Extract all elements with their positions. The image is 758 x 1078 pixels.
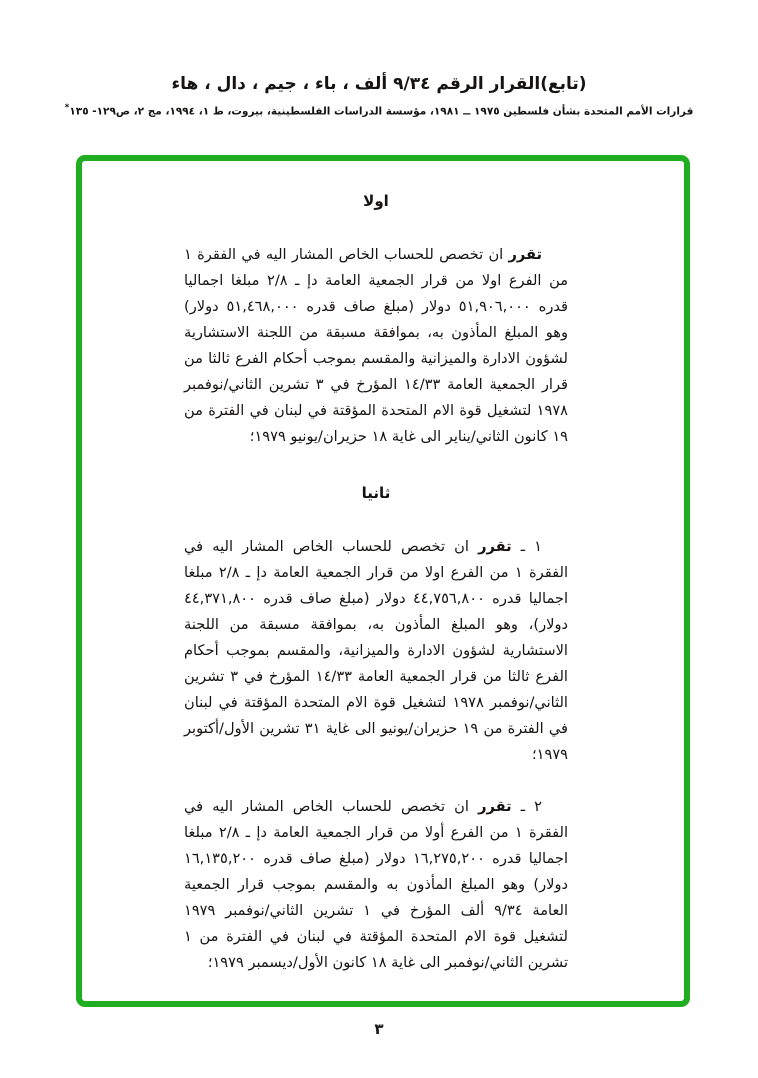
paragraph-lead-word: تقرر [478,798,512,815]
paragraph-lead-word: تقرر [478,538,512,555]
source-citation-text: قرارات الأمم المتحدة بشأن فلسطين ١٩٧٥ ــ ١٩٨١، مؤسسة الدراسات الفلسطينية، بيروت، ط ١، ١٩٩٤، مج ٢، ص١٢٩- ١٣٥ [69,105,694,118]
source-citation [0,100,758,120]
paragraph-number: ١ ـ [511,538,542,555]
paragraph-text: ان تخصص للحساب الخاص المشار اليه في الفقرة ١ من الفرع اولا من قرار الجمعية العامة دإ ـ ٢/٨ مبلغا اجماليا قدره ٤٤,٧٥٦,٨٠٠ دولار (مبلغ صاف قدره ٤٤,٣٧١,٨٠٠ دولار)، وهو المبلغ المأذون به، بموافقة مسبقة من اللجنة الاستشارية لشؤون الادارة والميزانية، والمقسم بموجب أحكام الفرع ثالثا من قرار الجمعية العامة ١٤/٣٣ المؤرخ في ٣ تشرين الثاني/نوفمبر ١٩٧٨ لتشغيل قوة الام المتحدة المؤقتة في لبنان في الفترة من ١٩ حزيران/يونيو الى غاية ٣١ تشرين الأول/أكتوبر ١٩٧٩؛ [184,538,569,763]
paragraph-second-section-item-1 [184,534,568,768]
resolution-title: (تابع)القرار الرقم ٩/٣٤ ألف ، باء ، جيم ، دال ، هاء [171,74,587,94]
section-heading-second: ثانيا [361,484,391,502]
paragraph-text: ان تخصص للحساب الخاص المشار اليه في الفقرة ١ من الفرع أولا من قرار الجمعية العامة دإ ـ ٢/٨ مبلغا اجماليا قدره ١٦,٢٧٥,٢٠٠ دولار (مبلغ صاف قدره ١٦,١٣٥,٢٠٠ دولار) وهو المبلغ المأذون به والمقسم بموجب قرار الجمعية العامة ٩/٣٤ ألف المؤرخ في ١ تشرين الثاني/نوفمبر ١٩٧٩ لتشغيل قوة الام المتحدة المؤقتة في لبنان في الفترة من ١ تشرين الثاني/نوفمبر الى غاية ١٨ كانون الأول/ديسمبر ١٩٧٩؛ [184,798,569,971]
paragraph-number: ٢ ـ [511,798,542,815]
paragraph-lead-word: تقرر [508,246,542,263]
footnote-asterisk: * [64,103,70,113]
page-header [0,72,758,120]
paragraph-second-section-item-2 [184,794,568,976]
section-heading-first: اولا [363,192,389,210]
paragraph-first-section [184,242,568,450]
document-body [184,192,568,1002]
page-number: ٣ [374,1020,384,1038]
paragraph-text: ان تخصص للحساب الخاص المشار اليه في الفقرة ١ من الفرع اولا من قرار الجمعية العامة دإ ـ ٢/٨ مبلغا اجماليا قدره ٥١,٩٠٦,٠٠٠ دولار (مبلغ صاف قدره ٥١,٤٦٨,٠٠٠ دولار) وهو المبلغ المأذون به، بموافقة مسبقة من اللجنة الاستشارية لشؤون الادارة والميزانية والمقسم بموجب أحكام الفرع ثالثا من قرار الجمعية العامة ١٤/٣٣ المؤرخ في ٣ تشرين الثاني/نوفمبر ١٩٧٨ لتشغيل قوة الام المتحدة المؤقتة في لبنان في الفترة من ١٩ كانون الثاني/يناير الى غاية ١٨ حزيران/يونيو ١٩٧٩؛ [184,246,569,445]
